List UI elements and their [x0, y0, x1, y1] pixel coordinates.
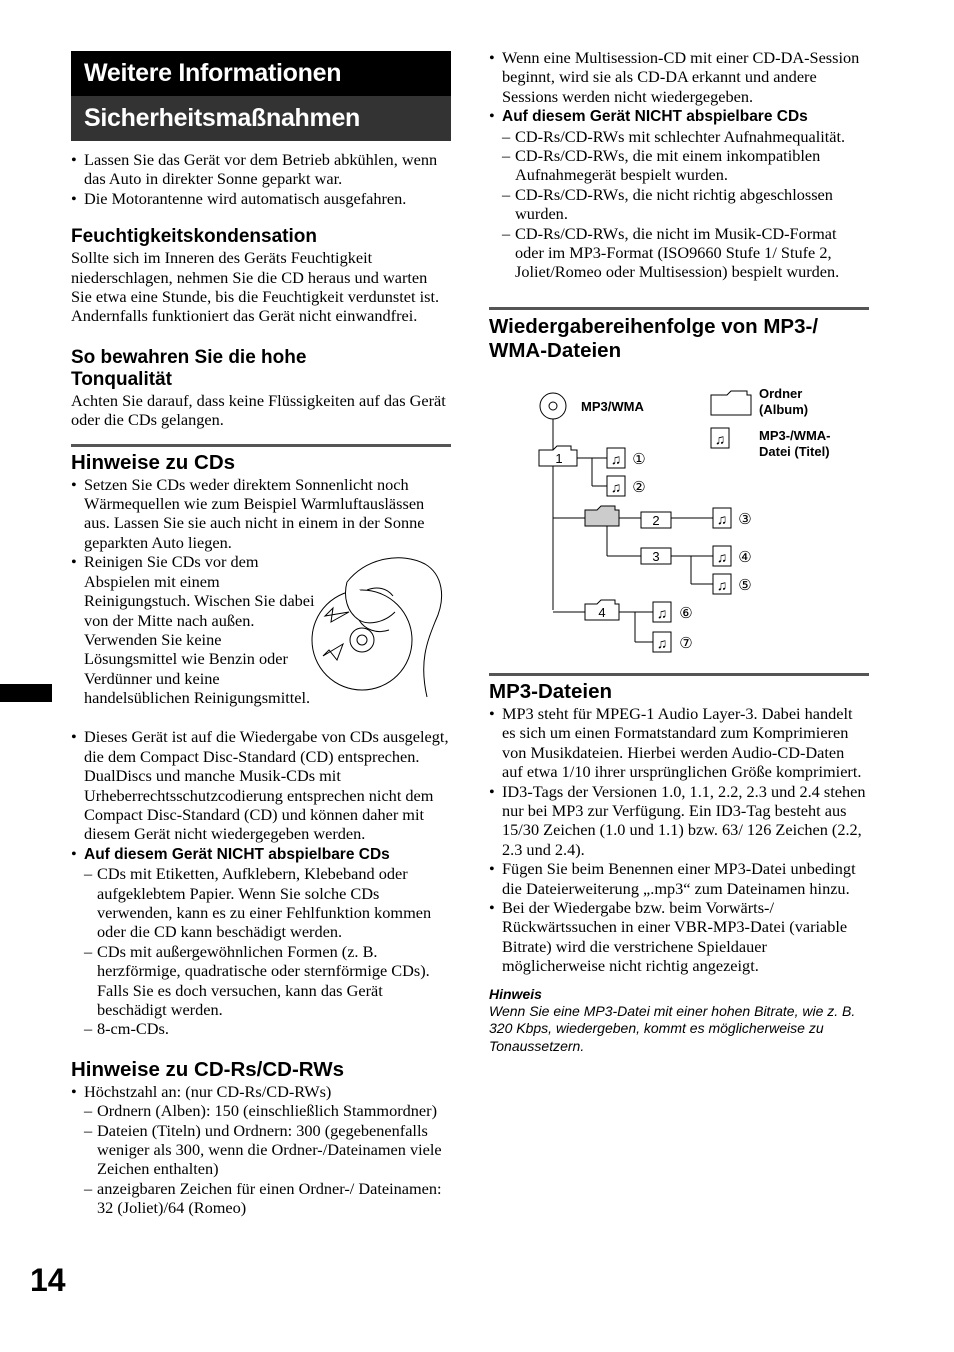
- cds-bold-item: Auf diesem Gerät NICHT abspielbare CDs: [84, 845, 390, 863]
- list-item: – CD-Rs/CD-RWs mit schlechter Aufnahmequalität.: [502, 127, 869, 146]
- legend-folder-icon: [711, 391, 751, 415]
- svg-text:♫: ♫: [610, 478, 622, 495]
- list-item: – CDs mit Etiketten, Aufklebern, Klebeband oder aufgeklebtem Papier. Wenn Sie solche CDs verwenden, kann es zu einer Fehlfunktion kommen oder die CD kann beschädigt werden.: [84, 864, 451, 942]
- svg-text:♫: ♫: [716, 576, 728, 593]
- list-item: – CDs mit außergewöhnlichen Formen (z. B. herzförmige, quadratische oder sternförmige CDs). Falls Sie es doch versuchen, kann das Gerät beschädigt werden.: [84, 942, 451, 1020]
- list-item: – Ordnern (Alben): 150 (einschließlich Stammordner): [84, 1101, 451, 1120]
- list-item: • Lassen Sie das Gerät vor dem Betrieb abkühlen, wenn das Auto in direkter Sonne geparkt war.: [71, 150, 451, 189]
- cdrs-bold-item: Auf diesem Gerät NICHT abspielbare CDs: [502, 108, 808, 126]
- svg-text:♫: ♫: [656, 634, 668, 651]
- track-number: ①: [632, 450, 646, 468]
- heading-feuchtigkeit: Feuchtigkeitskondensation: [71, 226, 317, 248]
- mp3-list: [489, 704, 869, 976]
- list-item: • Wenn eine Multisession-CD mit einer CD-DA-Session beginnt, wird sie als CD-DA erkannt und andere Sessions werden nicht wiedergegeben.: [489, 48, 869, 106]
- folder-label: 1: [555, 450, 563, 466]
- track-number: ②: [632, 478, 646, 496]
- list-item: [71, 552, 451, 727]
- cdrs-list: [71, 1082, 451, 1101]
- note-text: Wenn Sie eine MP3-Datei mit einer hohen Bitrate, wie z. B. 320 Kbps, wiedergeben, kommt es möglicherweise zu Tonaussetzern.: [489, 1002, 856, 1054]
- list-item: • Setzen Sie CDs weder direktem Sonnenlicht noch Wärmequellen wie zum Beispiel Warmluftauslässen aus. Lassen Sie sie auch nicht in einem in der Sonne geparkten Auto liegen.: [71, 475, 451, 553]
- track-number: ③: [738, 510, 752, 528]
- folder-icon: [641, 548, 671, 564]
- list-item: [489, 106, 869, 126]
- page-title-block: [71, 96, 451, 141]
- list-item: • Fügen Sie beim Benennen einer MP3-Datei unbedingt die Dateierweiterung „.mp3“ zum Dateinamen hinzu.: [489, 859, 869, 898]
- legend-file-icon: [711, 428, 729, 448]
- list-item: • Dieses Gerät ist auf die Wiedergabe von CDs ausgelegt, die dem Compact Disc-Standard (CD) entsprechen. DualDiscs und manche Musik-CDs mit Urheberrechtsschutzcodierung entsprechen nicht dem Compact Disc-Standard (CD) und können daher mit diesem Gerät nicht wiedergegeben werden.: [71, 727, 451, 843]
- heading-mp3: MP3-Dateien: [489, 679, 613, 703]
- list-item: • Die Motorantenne wird automatisch ausgefahren.: [71, 189, 451, 208]
- cd-cleaning-illustration: [307, 552, 449, 702]
- file-icons: [607, 448, 752, 652]
- right-column: [489, 48, 869, 1055]
- list-item: • Höchstzahl an: (nur CD-Rs/CD-RWs): [71, 1082, 451, 1101]
- list-item: – CD-Rs/CD-RWs, die mit einem inkompatiblen Aufnahmegerät bespielt wurden.: [502, 146, 869, 185]
- cds-dash-list: [71, 864, 451, 1039]
- section-header: [71, 51, 451, 96]
- cds-list: [71, 475, 451, 864]
- list-item: – 8-cm-CDs.: [84, 1019, 451, 1038]
- heading-reihenfolge: Wiedergabereihenfolge von MP3-/ WMA-Dateien: [489, 314, 819, 362]
- intro-list: [71, 150, 451, 208]
- track-number: ⑥: [679, 604, 693, 622]
- svg-text:♫: ♫: [716, 510, 728, 527]
- page-title: Sicherheitsmaßnahmen: [84, 104, 361, 132]
- section-title: Weitere Informationen: [84, 59, 342, 87]
- track-number: ④: [738, 548, 752, 566]
- paragraph-feuchtigkeit: Sollte sich im Inneren des Geräts Feuchtigkeit niederschlagen, nehmen Sie die CD heraus und warten Sie etwa eine Stunde, bis die Feuchtigkeit verdunstet ist. Andernfalls funktioniert das Gerät nicht einwandfrei.: [71, 248, 440, 326]
- cdrs-list-cont: [489, 48, 869, 127]
- track-number: ⑦: [679, 634, 693, 652]
- svg-text:♫: ♫: [716, 548, 728, 565]
- page-number: 14: [30, 1262, 66, 1298]
- folder-label: 4: [598, 604, 606, 620]
- svg-text:♫: ♫: [610, 450, 622, 467]
- list-item: – CD-Rs/CD-RWs, die nicht richtig abgeschlossen wurden.: [502, 185, 869, 224]
- legend-folder-label: Ordner (Album): [759, 385, 809, 417]
- folder-label: 3: [652, 548, 660, 564]
- list-item: [71, 844, 451, 864]
- list-item: • MP3 steht für MPEG-1 Audio Layer-3. Dabei handelt es sich um einen Formatstandard zum Komprimieren von Musikdateien. Hierbei werden Audio-CD-Daten auf etwa 1/10 ihrer ursprünglichen Größe komprimiert.: [489, 704, 869, 782]
- list-item: – anzeigbaren Zeichen für einen Ordner-/ Dateinamen: 32 (Joliet)/64 (Romeo): [84, 1179, 451, 1218]
- list-item: – Dateien (Titeln) und Ordnern: 300 (gegebenenfalls weniger als 300, wenn die Ordner-/Dateinamen viele Zeichen enthalten): [84, 1121, 451, 1179]
- playback-order-diagram: [489, 368, 869, 658]
- list-item: • Bei der Wiedergabe bzw. beim Vorwärts-/ Rückwärtssuchen in einer VBR-MP3-Datei (variable Bitrate) wird die verstrichene Spieldauer möglicherweise nicht richtig angezeigt.: [489, 898, 869, 976]
- paragraph-tonqualitaet: Achten Sie darauf, dass keine Flüssigkeiten auf das Gerät oder die CDs gelangen.: [71, 390, 446, 430]
- left-column: [71, 150, 451, 1218]
- svg-text:♫: ♫: [714, 430, 726, 447]
- folder-icon: [585, 600, 619, 620]
- cd-cleaning-text: • Reinigen Sie CDs vor dem Abspielen mit einem Reinigungstuch. Wischen Sie dabei von der Mitte nach außen. Verwenden Sie keine Lösungsmittel wie Benzin oder Verdünner und keine handelsüblichen Reinigungsmittel.: [84, 552, 315, 708]
- disc-label: MP3/WMA: [581, 398, 644, 414]
- heading-cds: Hinweise zu CDs: [71, 450, 236, 474]
- cdrs-dash-list: [71, 1101, 451, 1217]
- heading-cdrs: Hinweise zu CD-Rs/CD-RWs: [71, 1057, 344, 1081]
- folder-icon-root: [585, 506, 619, 526]
- svg-text:♫: ♫: [656, 604, 668, 621]
- heading-tonqualitaet: So bewahren Sie die hohe Tonqualität: [71, 346, 307, 390]
- disc-icon: [540, 393, 566, 419]
- side-tab-marker: [0, 684, 52, 702]
- note-title: Hinweis: [489, 985, 542, 1002]
- track-number: ⑤: [738, 576, 752, 594]
- list-item: • ID3-Tags der Versionen 1.0, 1.1, 2.2, 2.3 und 2.4 stehen nur bei MP3 zur Verfügung. Ein ID3-Tag besteht aus 15/30 Zeichen (1.0 und 1.1) bzw. 63/ 126 Zeichen (2.2, 2.3 und 2.4).: [489, 782, 869, 860]
- folder-icon: [641, 512, 671, 528]
- folder-label: 2: [652, 512, 660, 528]
- cdrs-dash-list-2: [489, 127, 869, 282]
- folder-icon: [539, 446, 577, 466]
- list-item: – CD-Rs/CD-RWs, die nicht im Musik-CD-Format oder im MP3-Format (ISO9660 Stufe 1/ Stufe 2, Joliet/Romeo oder Multisession) bespielt wurden.: [502, 224, 869, 282]
- legend-file-label: MP3-/WMA-Datei (Titel): [759, 427, 831, 459]
